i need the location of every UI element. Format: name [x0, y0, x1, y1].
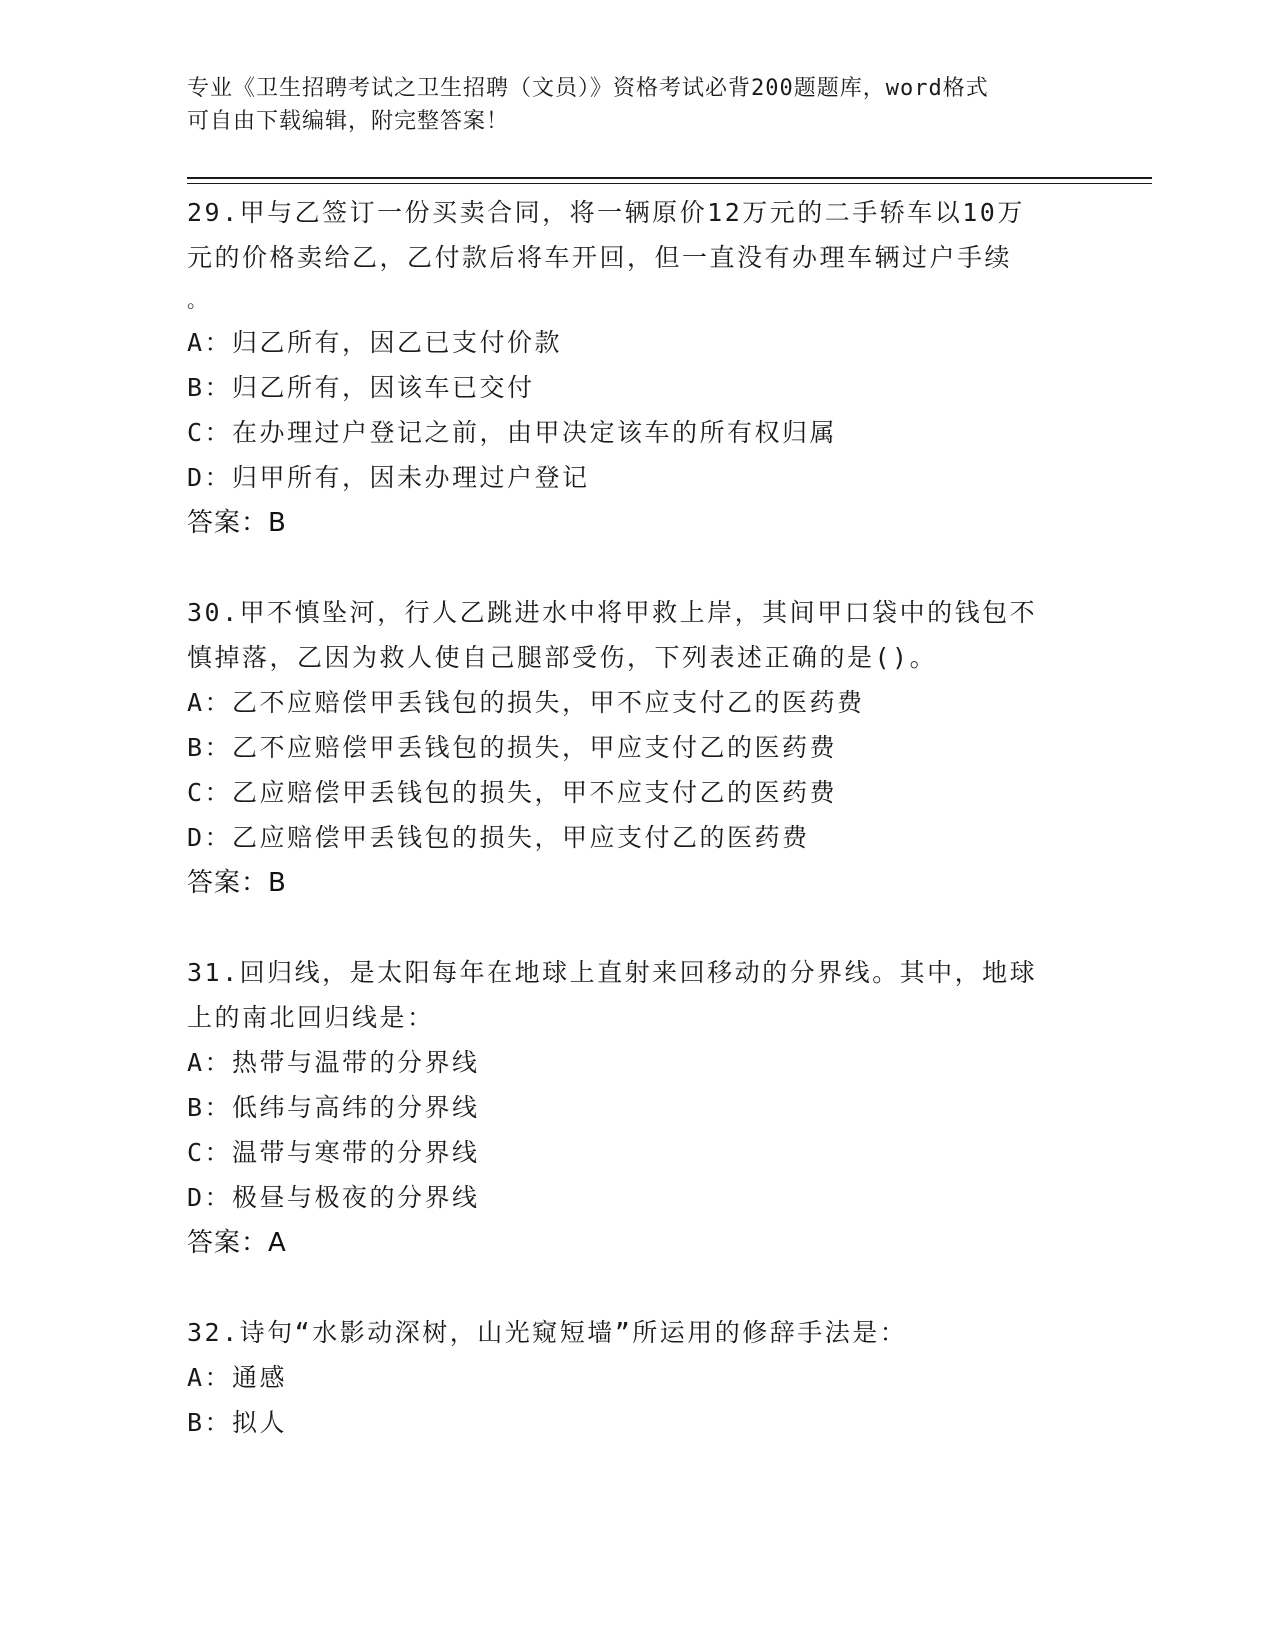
question-stem-line: 。	[187, 288, 210, 312]
question-stem-line: 上的南北回归线是：	[187, 1003, 435, 1032]
answer-label: 答案：B	[187, 508, 287, 538]
question-31	[187, 950, 1087, 1266]
question-29	[187, 190, 1087, 546]
header-divider-thin	[187, 183, 1152, 184]
question-stem-line: 31.回归线，是太阳每年在地球上直射来回移动的分界线。其中，地球	[187, 958, 1038, 987]
option-b: B：乙不应赔偿甲丢钱包的损失，甲应支付乙的医药费	[187, 733, 838, 762]
answer-label: 答案：A	[187, 1228, 287, 1258]
option-c: C：在办理过户登记之前，由甲决定该车的所有权归属	[187, 418, 838, 447]
question-30	[187, 590, 1087, 906]
question-stem-line: 32.诗句“水影动深树，山光窥短墙”所运用的修辞手法是：	[187, 1318, 908, 1347]
question-stem-line: 慎掉落，乙因为救人使自己腿部受伤，下列表述正确的是()。	[187, 643, 938, 672]
option-c: C：温带与寒带的分界线	[187, 1138, 480, 1167]
question-stem-line: 30.甲不慎坠河，行人乙跳进水中将甲救上岸，其间甲口袋中的钱包不	[187, 598, 1038, 627]
question-stem-line: 29.甲与乙签订一份买卖合同，将一辆原价12万元的二手轿车以10万	[187, 198, 1025, 227]
option-a: A：乙不应赔偿甲丢钱包的损失，甲不应支付乙的医药费	[187, 688, 865, 717]
option-d: D：乙应赔偿甲丢钱包的损失，甲应支付乙的医药费	[187, 823, 810, 852]
option-a: A：归乙所有，因乙已支付价款	[187, 328, 563, 357]
option-b: B：拟人	[187, 1408, 288, 1437]
header-line-1: 专业《卫生招聘考试之卫生招聘（文员）》资格考试必背200题题库，word格式	[187, 76, 989, 101]
question-list	[187, 190, 1087, 1489]
answer-label: 答案：B	[187, 868, 287, 898]
question-32	[187, 1310, 1087, 1445]
option-b: B：低纬与高纬的分界线	[187, 1093, 480, 1122]
option-d: D：极昼与极夜的分界线	[187, 1183, 480, 1212]
header-divider-thick	[187, 177, 1152, 179]
question-stem-line: 元的价格卖给乙，乙付款后将车开回，但一直没有办理车辆过户手续	[187, 243, 1013, 272]
option-c: C：乙应赔偿甲丢钱包的损失，甲不应支付乙的医药费	[187, 778, 838, 807]
document-header	[187, 72, 1087, 138]
header-line-2: 可自由下载编辑，附完整答案！	[187, 109, 510, 134]
option-d: D：归甲所有，因未办理过户登记	[187, 463, 590, 492]
option-a: A：通感	[187, 1363, 288, 1392]
option-b: B：归乙所有，因该车已交付	[187, 373, 535, 402]
option-a: A：热带与温带的分界线	[187, 1048, 480, 1077]
